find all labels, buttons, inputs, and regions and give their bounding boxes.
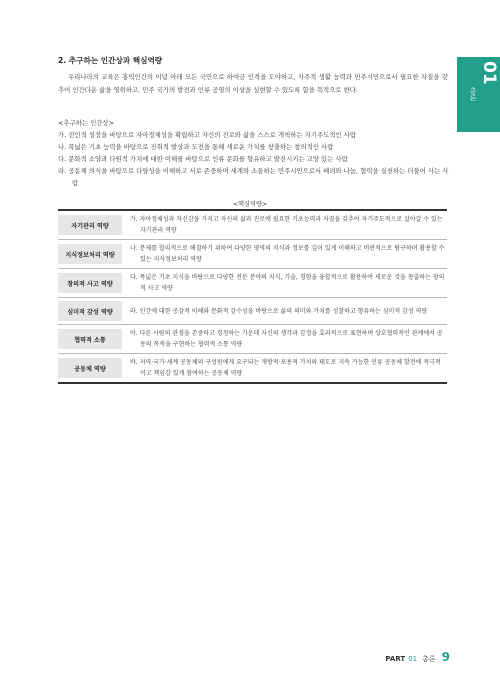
competency-description: 다. 폭넓은 기초 지식을 바탕으로 다양한 전문 분야의 지식, 기술, 경험을 융합적으로 활용하여 새로운 것을 창출하는 창의적 사고 역량 (130, 274, 445, 292)
table-row (58, 325, 447, 354)
ideal-item: 가. 전인적 성장을 바탕으로 자아정체성을 확립하고 자신의 진로와 삶을 스스로 개척하는 자기주도적인 사람 (58, 131, 357, 139)
section-title: 2. 추구하는 인간상과 핵심역량 (58, 56, 163, 65)
competency-description: 나. 문제를 합리적으로 해결하기 위하여 다양한 영역의 지식과 정보를 깊이 있게 이해하고 비판적으로 탐구하며 활용할 수 있는 지식정보처리 역량 (130, 245, 445, 263)
table-row (58, 240, 447, 269)
ideal-item: 나. 폭넓은 기초 능력을 바탕으로 진취적 발상과 도전을 통해 새로운 가치를 창출하는 창의적인 사람 (58, 143, 334, 151)
ideal-heading: <추구하는 인간상> (58, 119, 114, 127)
table-row (58, 354, 447, 384)
competency-name: 창의적 사고 역량 (58, 273, 122, 293)
competency-name: 심미적 감성 역량 (58, 301, 122, 321)
competency-name: 자기관리 역량 (58, 215, 122, 235)
footer-part-number: 01 (408, 655, 418, 663)
table-row (58, 298, 447, 325)
footer-chapter: 총론 (422, 655, 436, 663)
page-footer (385, 650, 450, 664)
competency-description: 마. 다른 사람의 관점을 존중하고 경청하는 가운데 자신의 생각과 감정을 효과적으로 표현하며 상호협력적인 관계에서 공동의 목적을 구현하는 협력적 소통 역량 (130, 330, 443, 348)
competency-table (58, 209, 447, 384)
intro-paragraph: 우리나라의 교육은 홍익인간의 이념 아래 모든 국민으로 하여금 인격을 도야하고, 자주적 생활 능력과 민주시민으로서 필요한 자질을 갖추어 인간다운 삶을 영위하고, 민주 국가의 발전과 인류 공영의 이상을 실현할 수 있도록 함을 목적으로 한다. (58, 73, 448, 94)
competency-name: 지식정보처리 역량 (58, 244, 122, 264)
competency-description: 가. 자아정체성과 자신감을 가지고 자신의 삶과 진로에 필요한 기초능력과 자질을 갖추어 자기주도적으로 살아갈 수 있는 자기관리 역량 (130, 216, 443, 234)
table-row (58, 269, 447, 298)
footer-part: PART (385, 655, 406, 663)
chapter-tab (457, 57, 500, 132)
ideal-item: 라. 공동체 의식을 바탕으로 다양성을 이해하고 서로 존중하며 세계와 소통하는 민주시민으로서 배려와 나눔, 협력을 실천하는 더불어 사는 사람 (58, 167, 449, 187)
ideal-list (58, 129, 450, 189)
competency-name: 공동체 역량 (58, 358, 122, 378)
competency-description: 바. 지역·국가·세계 공동체의 구성원에게 요구되는 개방적·포용적 가치와 태도로 지속 가능한 인류 공동체 발전에 적극적이고 책임감 있게 참여하는 공동체 역량 (130, 359, 441, 377)
ideal-item: 다. 문화적 소양과 다원적 가치에 대한 이해를 바탕으로 인류 문화를 향유하고 발전시키는 교양 있는 사람 (58, 155, 348, 163)
chapter-number: 01 (479, 61, 499, 85)
table-caption: <핵심역량> (232, 201, 268, 208)
competency-description: 라. 인간에 대한 공감적 이해와 문화적 감수성을 바탕으로 삶의 의미와 가치를 성찰하고 향유하는 심미적 감성 역량 (130, 307, 428, 315)
chapter-label: 총론 (469, 87, 477, 101)
page-number: 9 (441, 650, 450, 664)
table-row (58, 210, 447, 240)
competency-name: 협력적 소통 (58, 329, 122, 349)
